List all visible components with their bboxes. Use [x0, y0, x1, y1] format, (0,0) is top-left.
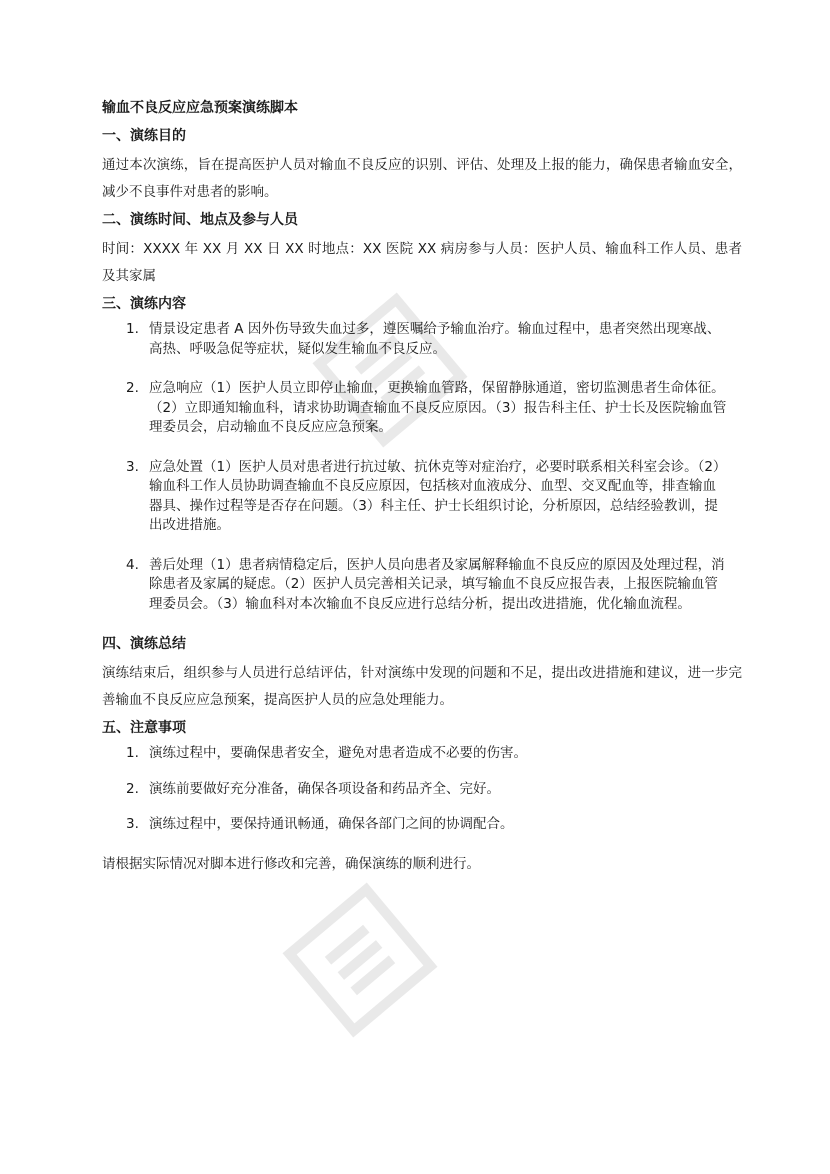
list-item-number: 3.: [126, 458, 139, 475]
section-heading-notes: 五、注意事项: [102, 720, 186, 736]
list-item: [102, 458, 729, 536]
document-title: 输血不良反应应急预案演练脚本: [102, 100, 298, 116]
content-steps-list: [102, 320, 742, 614]
list-item-text: 应急处置（1）医护人员对患者进行抗过敏、抗休克等对症治疗，必要时联系相关科室会诊。（2）输血科工作人员协助调查输血不良反应原因，包括核对血液成分、血型、交叉配血等，排查输血器具、操作过程等是否存在问题。（3）科主任、护士长组织讨论，分析原因，总结经验教训，提出改进措施。: [149, 458, 727, 533]
list-item-number: 1.: [126, 745, 139, 761]
time-place-paragraph: 时间：XXXX 年 XX 月 XX 日 XX 时地点：XX 医院 XX 病房参与人员：医护人员、输血科工作人员、患者及其家属: [102, 241, 742, 284]
purpose-paragraph: 通过本次演练，旨在提高医护人员对输血不良反应的识别、评估、处理及上报的能力，确保患者输血安全，减少不良事件对患者的影响。: [102, 157, 742, 200]
section-heading-content: 三、演练内容: [102, 296, 186, 312]
list-item-text: 情景设定患者 A 因外伤导致失血过多，遵医嘱给予输血治疗。输血过程中，患者突然出现寒战、高热、呼吸急促等症状，疑似发生输血不良反应。: [149, 321, 721, 357]
list-item-text: 演练前要做好充分准备，确保各项设备和药品齐全、完好。: [149, 780, 500, 797]
list-item-text: 应急响应（1）医护人员立即停止输血，更换输血管路，保留静脉通道，密切监测患者生命体征。（2）立即通知输血科，请求协助调查输血不良反应原因。（3）报告科主任、护士长及医院输血管理委员会，启动输血不良反应应急预案。: [149, 380, 727, 435]
list-item: [102, 815, 742, 835]
list-item-number: 3.: [126, 816, 139, 832]
list-item: [102, 744, 742, 764]
list-item-text: 演练过程中，要保持通讯畅通，确保各部门之间的协调配合。: [149, 816, 514, 832]
watermark-mark-bottom: [290, 890, 431, 1031]
summary-paragraph: 演练结束后，组织参与人员进行总结评估，针对演练中发现的问题和不足，提出改进措施和建议，进一步完善输血不良反应应急预案，提高医护人员的应急处理能力。: [102, 665, 742, 708]
section-heading-time-place: 二、演练时间、地点及参与人员: [102, 212, 298, 228]
document-body: [102, 98, 742, 882]
list-item-number: 4.: [126, 556, 139, 573]
list-item: [102, 379, 729, 438]
list-item: [102, 556, 729, 615]
list-item-number: 2.: [126, 380, 139, 396]
list-item-number: 2.: [126, 780, 139, 797]
section-heading-summary: 四、演练总结: [102, 636, 186, 652]
list-item: [102, 780, 742, 800]
list-item-text: 演练过程中，要确保患者安全，避免对患者造成不必要的伤害。: [149, 745, 527, 761]
list-item-text: 善后处理（1）患者病情稳定后，医护人员向患者及家属解释输血不良反应的原因及处理过程，消除患者及家属的疑虑。（2）医护人员完善相关记录，填写输血不良反应报告表，上报医院输血管理委员会。（3）输血科对本次输血不良反应进行总结分析，提出改进措施，优化输血流程。: [149, 556, 725, 612]
notes-list: [102, 744, 742, 835]
section-heading-purpose: 一、演练目的: [102, 128, 186, 144]
list-item: [102, 320, 729, 359]
list-item-number: 1.: [126, 321, 139, 337]
closing-paragraph: 请根据实际情况对脚本进行修改和完善，确保演练的顺利进行。: [102, 855, 480, 872]
